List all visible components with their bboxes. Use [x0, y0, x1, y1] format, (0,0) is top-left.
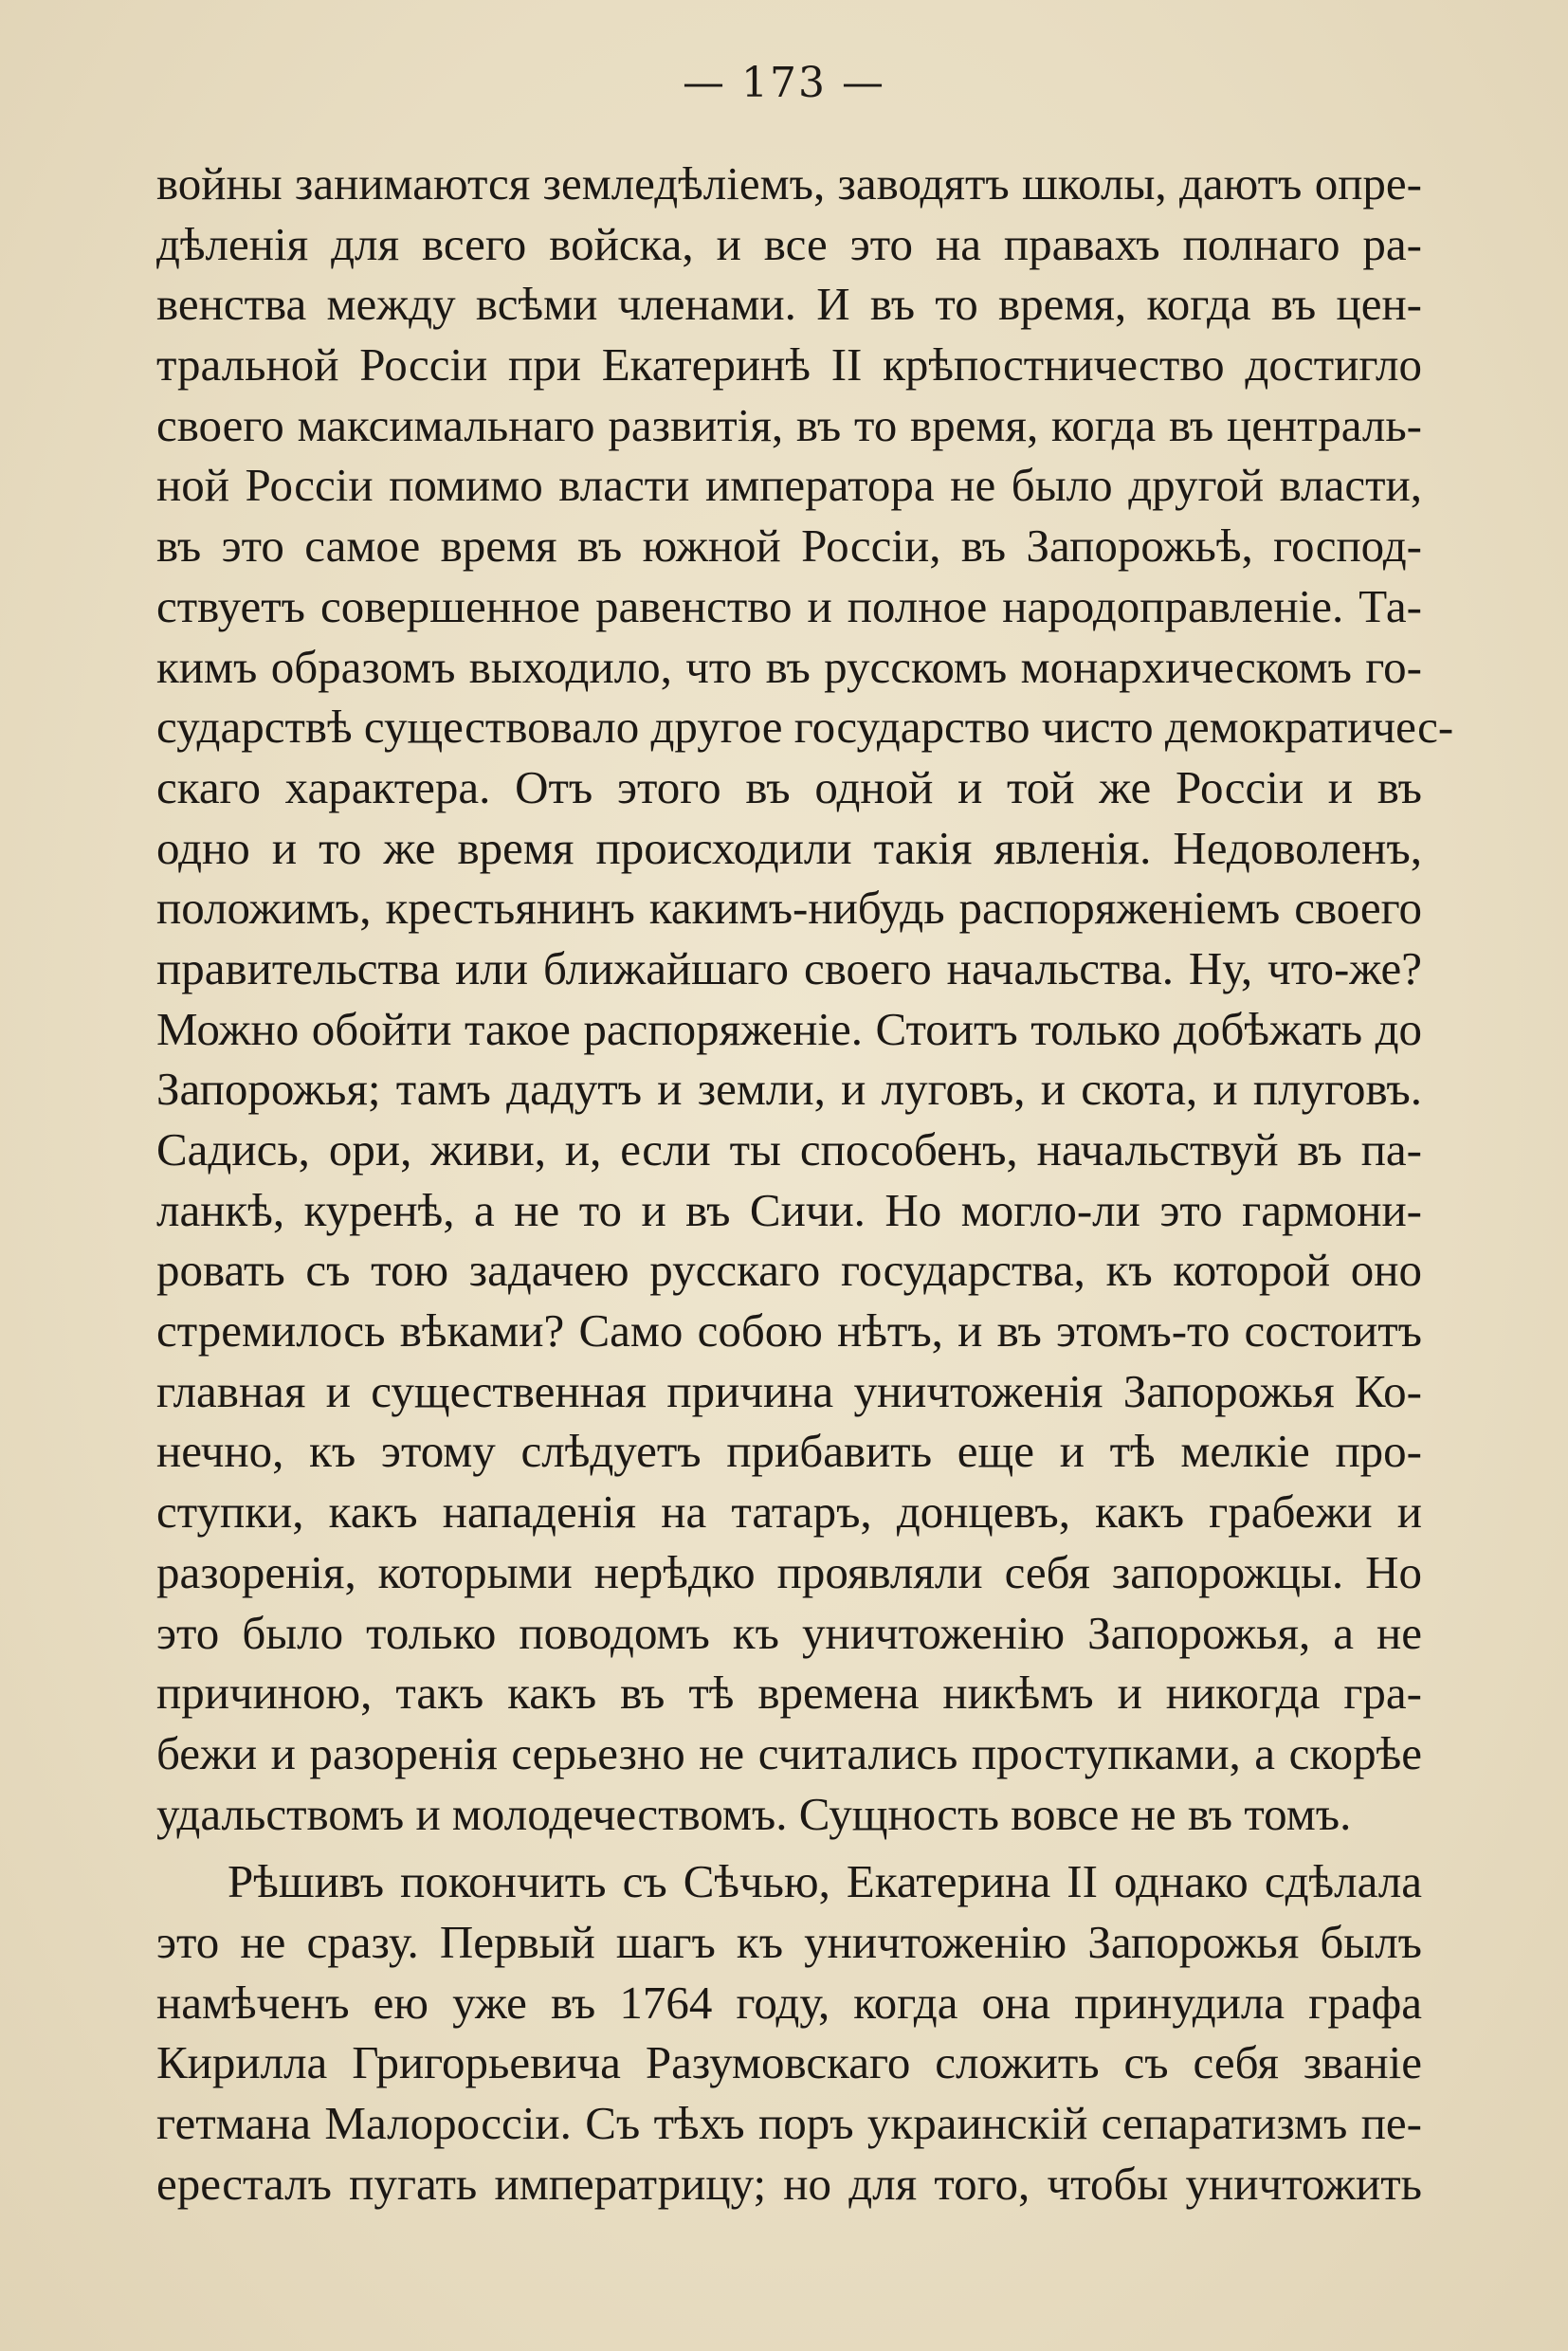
text-line: главная и существенная причина уничтоженія Запорожья Ко-	[156, 1364, 1422, 1417]
text-line: удальствомъ и молодечествомъ. Сущность вовсе не въ томъ.	[156, 1787, 1352, 1840]
text-line: тральной Россіи при Екатеринѣ II крѣпостничество достигло	[156, 338, 1422, 392]
text-line: Рѣшивъ покончить съ Сѣчью, Екатерина II однако сдѣлала	[228, 1855, 1422, 1908]
text-line: ланкѣ, куренѣ, а не то и въ Сичи. Но могло-ли это гармони-	[156, 1183, 1422, 1236]
body-text	[156, 154, 1454, 2214]
text-line: одно и то же время происходили такія явленія. Недоволенъ,	[156, 821, 1422, 874]
text-line: Запорожья; тамъ дадутъ и земли, и луговъ, и скота, и плуговъ.	[156, 1063, 1422, 1116]
text-line: ной Россіи помимо власти императора не было другой власти,	[156, 459, 1422, 512]
text-line: стремилось вѣками? Само собою нѣтъ, и въ этомъ-то состоитъ	[156, 1304, 1422, 1358]
text-line: Кирилла Григорьевича Разумовскаго сложить съ себя званіе	[156, 2036, 1422, 2089]
text-line: положимъ, крестьянинъ какимъ-нибудь распоряженіемъ своего	[156, 882, 1422, 935]
paragraph-1	[156, 154, 1454, 1844]
text-line: ровать съ тою задачею русскаго государства, къ которой оно	[156, 1244, 1422, 1297]
text-line: Можно обойти такое распоряженіе. Стоитъ только добѣжать до	[156, 1002, 1422, 1055]
text-line: своего максимальнаго развитія, въ то время, когда въ централь-	[156, 398, 1422, 451]
text-line: кимъ образомъ выходило, что въ русскомъ монархическомъ го-	[156, 640, 1422, 693]
text-line: въ это самое время въ южной Россіи, въ Запорожьѣ, господ-	[156, 519, 1422, 573]
text-line: нечно, къ этому слѣдуетъ прибавить еще и тѣ мелкіе про-	[156, 1425, 1422, 1478]
text-line: венства между всѣми членами. И въ то время, когда въ цен-	[156, 278, 1422, 331]
text-line: гетмана Малороссіи. Съ тѣхъ поръ украинскій сепаратизмъ пе-	[156, 2097, 1422, 2149]
text-line: правительства или ближайшаго своего начальства. Ну, что-же?	[156, 941, 1422, 994]
text-line: это было только поводомъ къ уничтоженію Запорожья, а не	[156, 1606, 1422, 1659]
text-line: это не сразу. Первый шагъ къ уничтоженію Запорожья былъ	[156, 1915, 1422, 1968]
text-line: ересталъ пугать императрицу; но для того, чтобы уничтожить	[156, 2157, 1422, 2210]
text-line: ступки, какъ нападенія на татаръ, донцевъ, какъ грабежи и	[156, 1485, 1422, 1539]
text-line: причиною, такъ какъ въ тѣ времена никѣмъ и никогда гра-	[156, 1667, 1422, 1720]
paragraph-2	[156, 1851, 1422, 2214]
text-line: дѣленія для всего войска, и все это на правахъ полнаго ра-	[156, 217, 1422, 270]
text-line: разоренія, которыми нерѣдко проявляли себя запорожцы. Но	[156, 1545, 1422, 1598]
page-number: — 173 —	[683, 59, 885, 107]
text-line: намѣченъ ею уже въ 1764 году, когда она принудила графа	[156, 1976, 1422, 2029]
text-line: сударствѣ существовало другое государство чисто демократичес-	[156, 701, 1454, 754]
text-line: войны занимаются земледѣліемъ, заводятъ школы, даютъ опре-	[156, 157, 1422, 210]
text-line: Садись, ори, живи, и, если ты способенъ, начальствуй въ па-	[156, 1123, 1422, 1176]
text-line: скаго характера. Отъ этого въ одной и той же Россіи и въ	[156, 760, 1422, 813]
text-line: ствуетъ совершенное равенство и полное народоправленіе. Та-	[156, 579, 1422, 632]
text-line: бежи и разоренія серьезно не считались проступками, а скорѣе	[156, 1726, 1422, 1779]
